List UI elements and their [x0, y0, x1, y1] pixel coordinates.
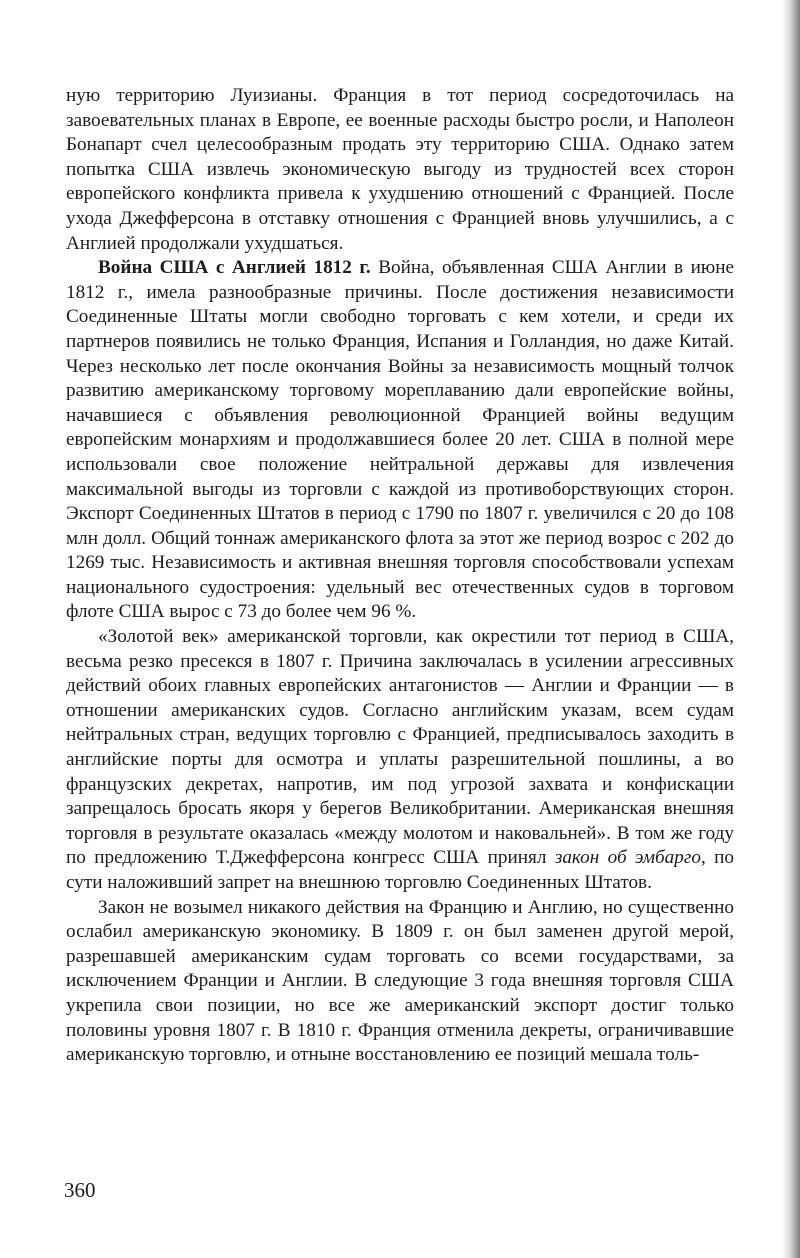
paragraph-text: Война, объявленная США Англии в июне 1812 г., имела разнообразные причины. После достижения независимости Соединенные Штаты могли свободно торговать с кем хотели, и среди их партнеров появились не только Франция, Испания и Голландия, но даже Китай. Через несколько лет после окончания Войны за независимость мощный толчок развитию американскому торговому мореплаванию дали европейские войны, начавшиеся с объявления революционной Францией войны ведущим европейским монархиям и продолжавшиеся более 20 лет. США в полной мере использовали свое положение нейтральной державы для извлечения максимальной выгоды из торговли с каждой из противоборствующих сторон. Экспорт Соединенных Штатов в период с 1790 по 1807 г. увеличился с 20 до 108 млн долл. Общий тоннаж американского флота за этот же период возрос с 202 до 1269 тыс. Независимость и активная внешняя торговля способствовали успехам национального судостроения: удельный вес отечественных судов в торговом флоте США вырос с 73 до более чем 96 %.: [66, 257, 734, 623]
page-body-text: [66, 84, 734, 1068]
paragraph-war-1812: [66, 256, 734, 625]
section-heading-war-1812: Война США с Англией 1812 г.: [98, 257, 371, 279]
paragraph-text: , по сути наложивший запрет на внешнюю торговлю Соединенных Штатов.: [66, 847, 734, 893]
scan-page-edge-shadow: [782, 0, 800, 1258]
paragraph-louisiana-continuation: [66, 84, 734, 256]
page-number: 360: [64, 1178, 96, 1202]
paragraph-text: ную территорию Луизианы. Франция в тот период сосредоточилась на завоевательных планах в Европе, ее военные расходы быстро росли, и Наполеон Бонапарт счел целесообразным продать эту территорию США. Однако затем попытка США извлечь экономическую выгоду из трудностей всех сторон европейского конфликта привела к ухудшению отношений с Францией. После ухода Джефферсона в отставку отношения с Францией вновь улучшились, а с Англией продолжали ухудшаться.: [66, 85, 734, 254]
italic-term-embargo-law: закон об эмбарго: [554, 847, 701, 869]
paragraph-text: Закон не возымел никакого действия на Францию и Англию, но существенно ослабил американскую экономику. В 1809 г. он был заменен другой мерой, разрешавшей американским судам торговать со всеми государствами, за исключением Франции и Англии. В следующие 3 года внешняя торговля США укрепила свои позиции, но все же американский экспорт достиг только половины уровня 1807 г. В 1810 г. Франция отменила декреты, ограничивавшие американскую торговлю, и отныне восстановлению ее позиций мешала толь-: [66, 896, 734, 1066]
paragraph-golden-age-trade: [66, 625, 734, 896]
paragraph-embargo-consequences: [66, 896, 734, 1068]
paragraph-text: «Золотой век» американской торговли, как окрестили тот период в США, весьма резко пресекся в 1807 г. Причина заключалась в усилении агрессивных действий обоих главных европейских антагонистов — Англии и Франции — в отношении американских судов. Согласно английским указам, всем судам нейтральных стран, ведущих торговлю с Францией, предписывалось заходить в английские порты для осмотра и уплаты разрешительной пошлины, а во французских декретах, напротив, им под угрозой захвата и конфискации запрещалось бросать якоря у берегов Великобритании. Американская внешняя торговля в результате оказалась «между молотом и наковальней». В том же году по предложению Т.Джефферсона конгресс США принял: [66, 626, 734, 869]
